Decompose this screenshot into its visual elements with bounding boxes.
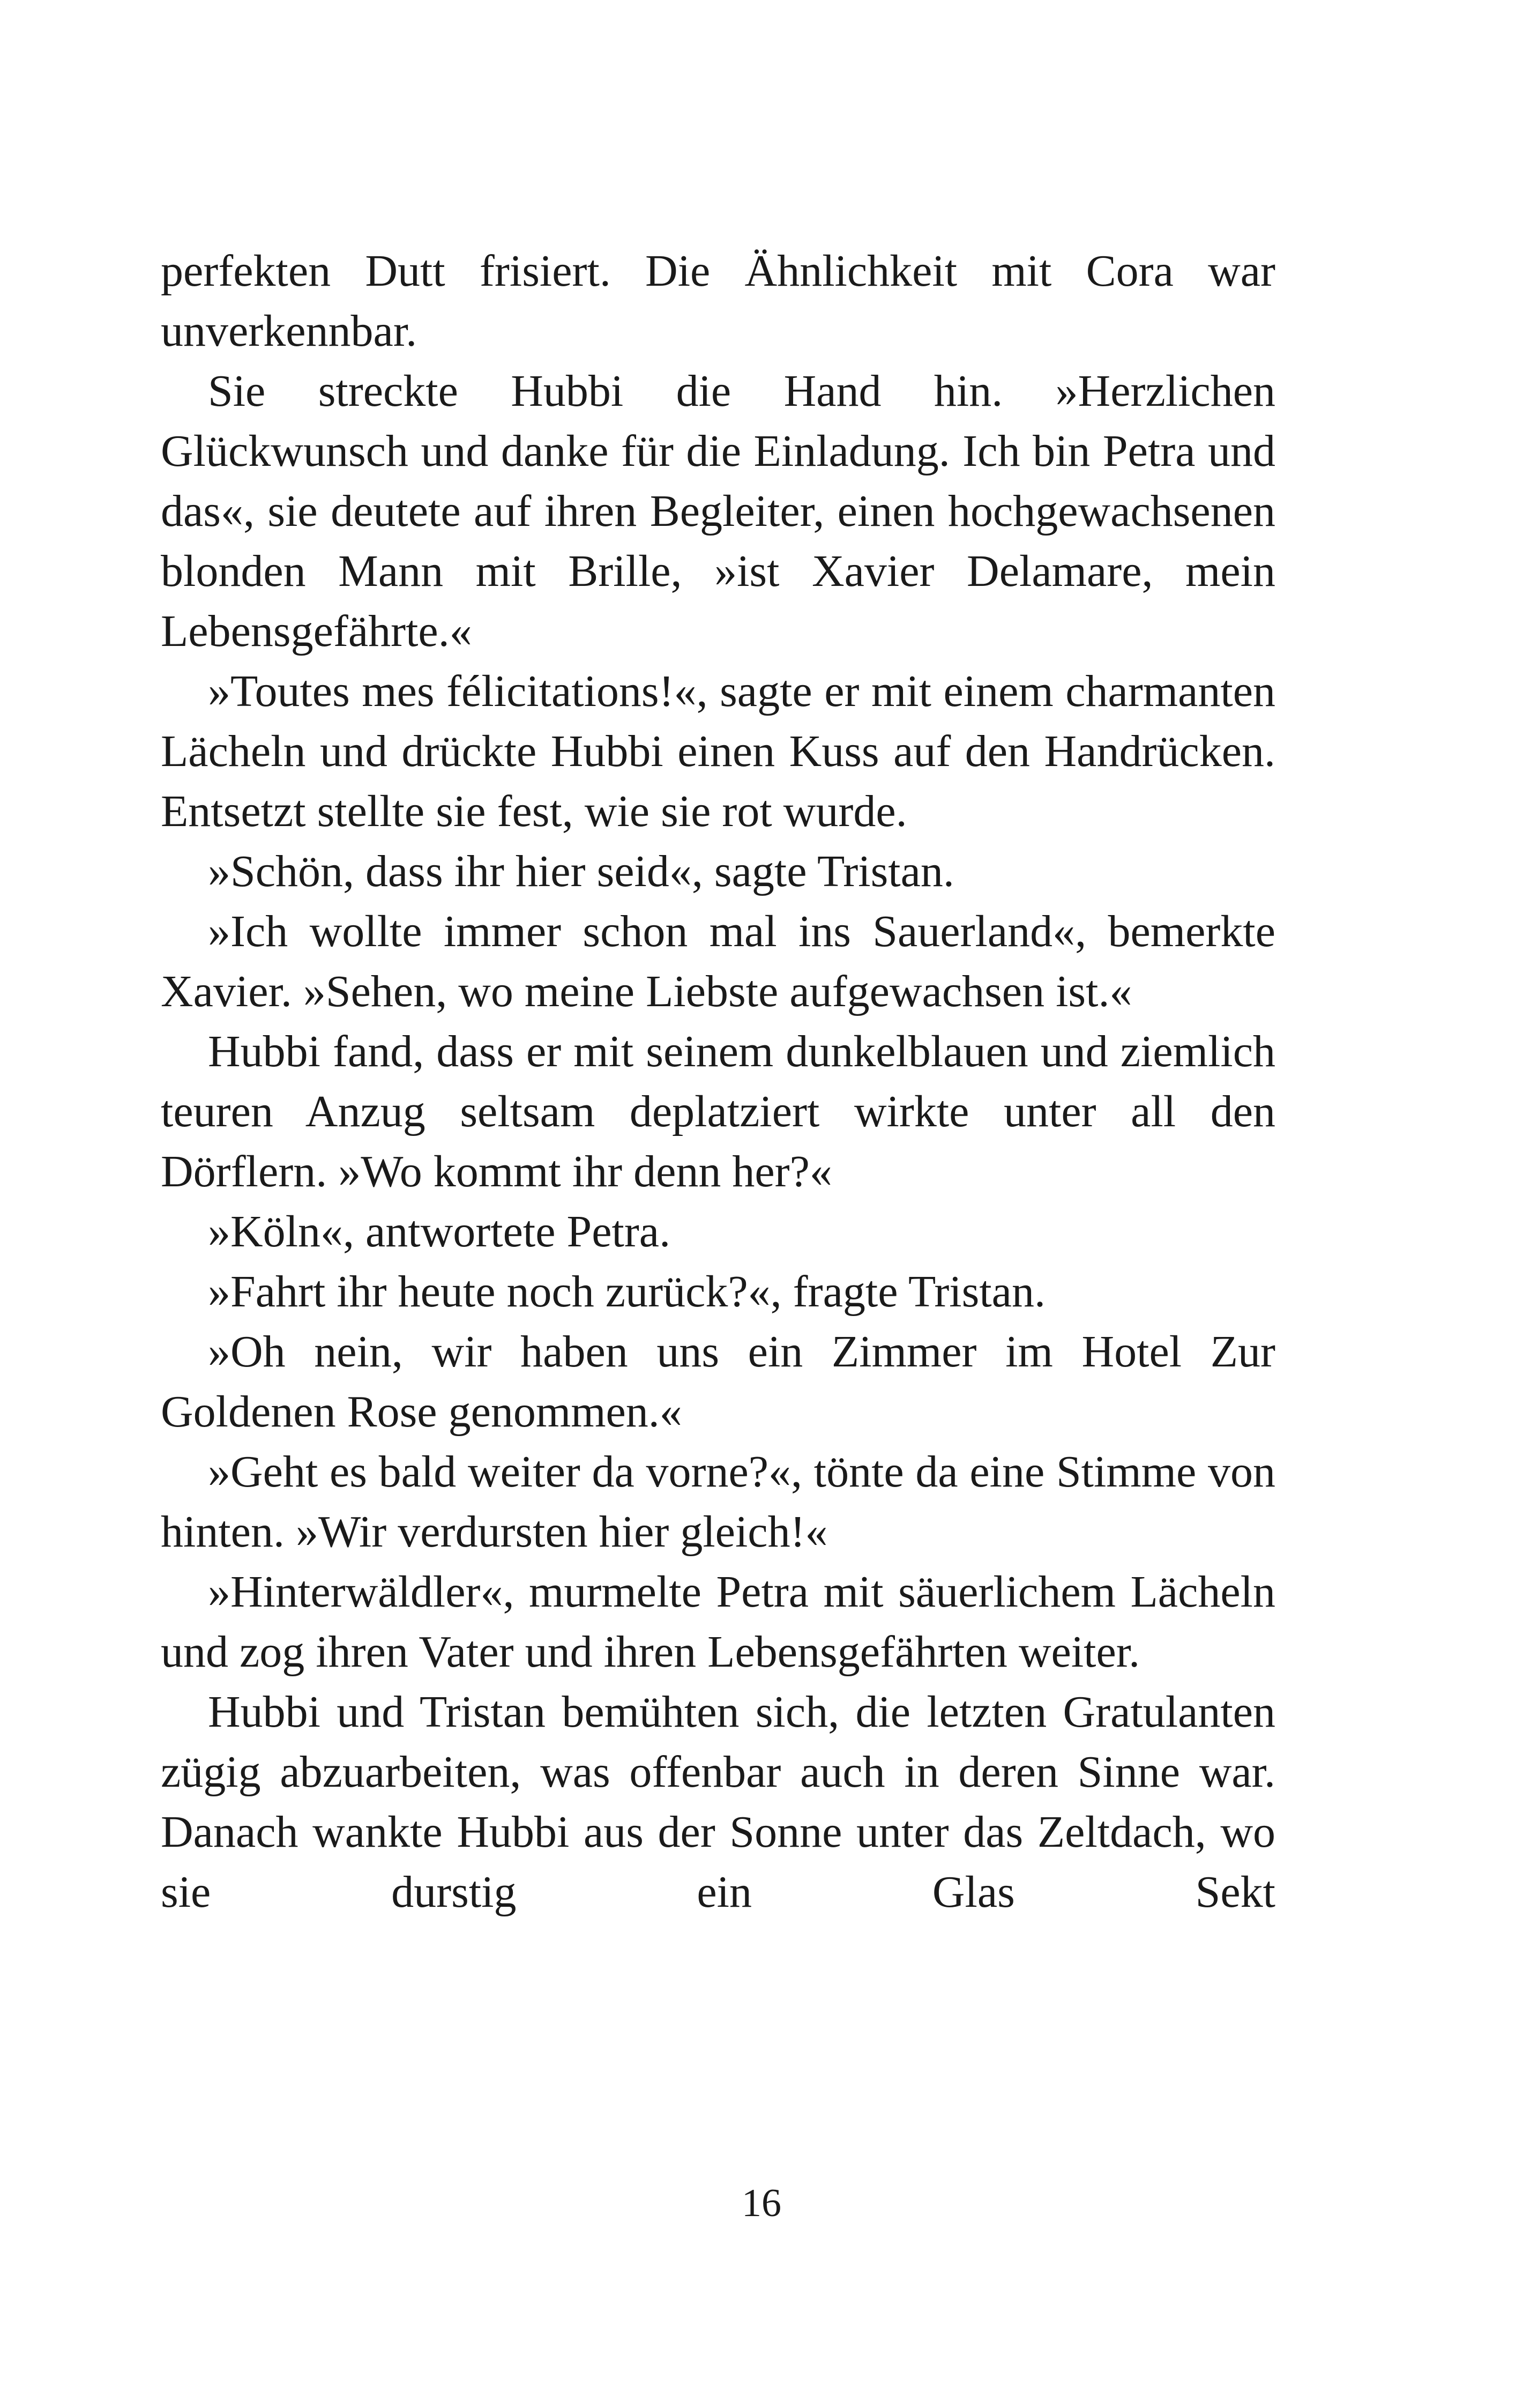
paragraph-6: Hubbi fand, dass er mit seinem dunkelblauen und ziemlich teuren Anzug seltsam deplatziert wirkte unter all den Dörflern. »Wo kommt ihr denn her?« [161, 1027, 1275, 1196]
paragraph-12: Hubbi und Tristan bemühten sich, die letzten Gratulanten zügig abzuarbeiten, was offenbar auch in deren Sinne war. Danach wankte Hubbi aus der Sonne unter das Zeltdach, wo sie durstig ein Glas Sekt [161, 1687, 1275, 1917]
paragraph-10: »Geht es bald weiter da vorne?«, tönte da eine Stimme von hinten. »Wir verdursten hier gleich!« [161, 1447, 1275, 1557]
paragraph-5: »Ich wollte immer schon mal ins Sauerland«, bemerkte Xavier. »Sehen, wo meine Liebste aufgewachsen ist.« [161, 906, 1275, 1016]
paragraph-1: perfekten Dutt frisiert. Die Ähnlichkeit mit Cora war unverkennbar. [161, 246, 1275, 356]
paragraph-2: Sie streckte Hubbi die Hand hin. »Herzlichen Glückwunsch und danke für die Einladung. Ich bin Petra und das«, sie deutete auf ihren Begleiter, einen hochgewachsenen blonden Mann mit Brille, »ist Xavier Delamare, mein Lebensgefährte.« [161, 366, 1275, 656]
page-number: 16 [742, 2181, 781, 2225]
paragraph-7: »Köln«, antwortete Petra. [208, 1207, 671, 1257]
paragraph-11: »Hinterwäldler«, murmelte Petra mit säuerlichem Lächeln und zog ihren Vater und ihren Lebensgefährten weiter. [161, 1567, 1275, 1677]
body-text [161, 241, 1275, 1922]
paragraph-3: »Toutes mes félicitations!«, sagte er mit einem charmanten Lächeln und drückte Hubbi einen Kuss auf den Handrücken. Entsetzt stellte sie fest, wie sie rot wurde. [161, 666, 1275, 836]
paragraph-9: »Oh nein, wir haben uns ein Zimmer im Hotel Zur Goldenen Rose genommen.« [161, 1327, 1275, 1437]
paragraph-8: »Fahrt ihr heute noch zurück?«, fragte Tristan. [208, 1267, 1046, 1317]
paragraph-4: »Schön, dass ihr hier seid«, sagte Tristan. [208, 846, 954, 896]
